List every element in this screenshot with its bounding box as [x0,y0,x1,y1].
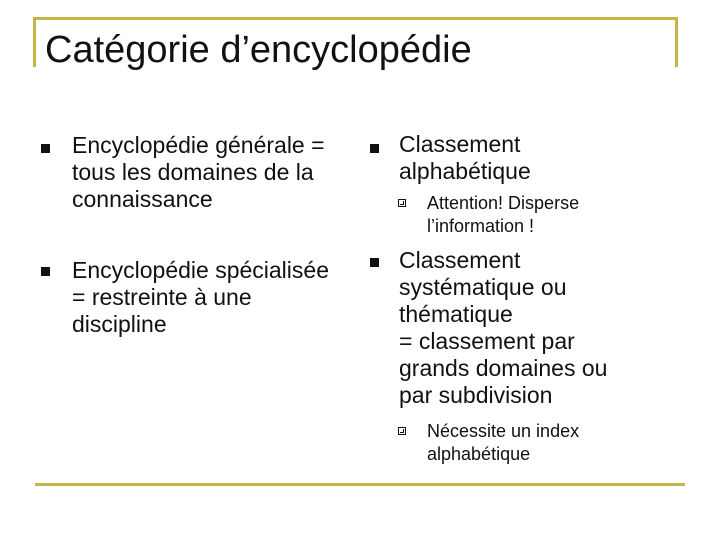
right-item-1-subtext [427,192,579,238]
checkbox-bullet-icon [398,427,406,435]
title-frame-right [675,17,678,67]
bottom-rule [35,483,685,486]
text-line: systématique ou [399,274,567,300]
right-item-2-text [399,247,607,409]
text-line: alphabétique [399,158,531,184]
bullet-icon [370,258,379,267]
text-line: Nécessite un index [427,421,580,441]
right-item-2-subtext [427,420,579,466]
text-line: l’information ! [427,216,535,236]
text-line: thématique [399,301,513,327]
text-line: = classement par [399,328,575,354]
bullet-icon [370,144,379,153]
text-line: alphabétique [427,444,531,464]
checkbox-bullet-icon [398,199,406,207]
title-frame-left [33,17,36,67]
text-line: Encyclopédie spécialisée [72,257,329,283]
bullet-icon [41,267,50,276]
bullet-icon [41,144,50,153]
slide-title: Catégorie d’encyclopédie [45,29,472,71]
left-item-2-text [72,257,329,338]
text-line: tous les domaines de la [72,159,314,185]
text-line: grands domaines ou [399,355,608,381]
text-line: Attention! Disperse [427,193,580,213]
left-item-1-text [72,132,325,213]
text-line: Encyclopédie générale = [72,132,325,158]
text-line: = restreinte à une [72,284,252,310]
text-line: connaissance [72,186,213,212]
text-line: Classement [399,247,521,273]
text-line: discipline [72,311,167,337]
right-item-1-text [399,131,531,185]
title-frame-top [33,17,678,20]
text-line: Classement [399,131,521,157]
text-line: par subdivision [399,382,553,408]
